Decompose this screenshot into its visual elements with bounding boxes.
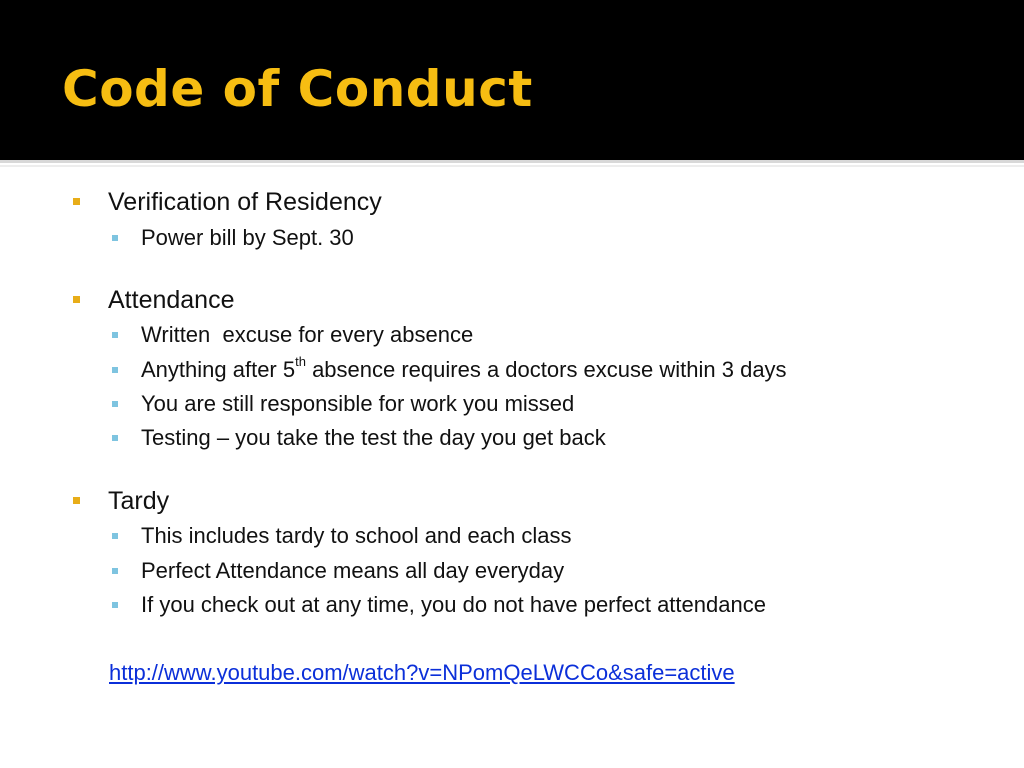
- sub-bullet-text: Power bill by Sept. 30: [141, 225, 354, 250]
- square-sub-bullet-icon: [112, 367, 118, 373]
- sub-bullet-text-start: Anything after 5: [141, 357, 296, 382]
- square-sub-bullet-icon: [112, 401, 118, 407]
- sub-bullet-tardy-includes: [141, 523, 571, 549]
- youtube-link[interactable]: http://www.youtube.com/watch?v=NPomQeLWCCo&safe=active: [109, 660, 735, 685]
- bullet-tardy: [108, 486, 169, 516]
- sub-bullet-text-end: absence requires a doctors excuse within 3 days: [305, 357, 787, 382]
- sub-bullet-written-excuse: [141, 322, 473, 348]
- sub-bullet-text: [141, 353, 787, 382]
- sub-bullet-text: Perfect Attendance means all day everyday: [141, 558, 565, 583]
- page-title: Code of Conduct: [62, 60, 533, 118]
- sub-bullet-doctors-excuse: [141, 353, 787, 383]
- square-sub-bullet-icon: [112, 235, 118, 241]
- square-sub-bullet-icon: [112, 332, 118, 338]
- sub-bullet-text: This includes tardy to school and each class: [141, 523, 572, 548]
- square-sub-bullet-icon: [112, 533, 118, 539]
- sub-bullet-text: Written excuse for every absence: [141, 322, 474, 347]
- bullet-verification-of-residency: [108, 187, 382, 217]
- bullet-text: Attendance: [108, 286, 235, 314]
- sub-bullet-perfect-attendance: [141, 558, 564, 584]
- bullet-text: Tardy: [108, 487, 170, 515]
- sub-bullet-text: If you check out at any time, you do not have perfect attendance: [141, 592, 766, 617]
- square-bullet-icon: [73, 296, 80, 303]
- bullet-text: Verification of Residency: [108, 188, 382, 216]
- square-sub-bullet-icon: [112, 602, 118, 608]
- sub-bullet-check-out: [141, 592, 766, 618]
- square-sub-bullet-icon: [112, 568, 118, 574]
- superscript-ordinal: th: [295, 353, 306, 369]
- sub-bullet-text: You are still responsible for work you missed: [141, 391, 575, 416]
- sub-bullet-text: Testing – you take the test the day you get back: [141, 425, 606, 450]
- sub-bullet-responsible-for-work: [141, 391, 574, 417]
- sub-bullet-testing: [141, 425, 606, 451]
- square-sub-bullet-icon: [112, 435, 118, 441]
- square-bullet-icon: [73, 198, 80, 205]
- bullet-attendance: [108, 285, 235, 315]
- sub-bullet-power-bill: [141, 225, 354, 251]
- square-bullet-icon: [73, 497, 80, 504]
